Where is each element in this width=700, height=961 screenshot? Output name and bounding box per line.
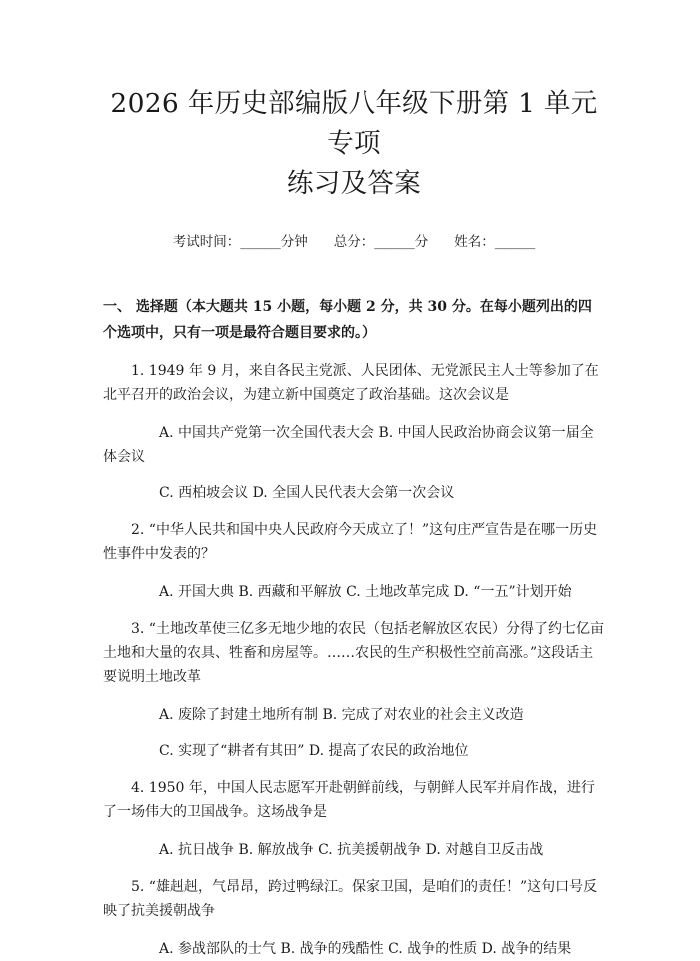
- exam-score: 总分：______分: [333, 234, 429, 250]
- document-title: [103, 84, 605, 204]
- question-5: 5. “雄赳赳，气昂昂，跨过鸭绿江。保家卫国，是咱们的责任！”这句口号反映了抗美援朝战争: [103, 879, 598, 919]
- exam-name: 姓名：______: [454, 234, 536, 250]
- question-1-options-c-d: C. 西柏坡会议 D. 全国人民代表大会第一次会议: [159, 485, 455, 501]
- question-3: 3. “土地改革使三亿多无地少地的农民（包括老解放区农民）分得了约七亿亩土地和大量的农具、牲畜和房屋等。……农民的生产积极性空前高涨。”这段话主要说明土地改革: [103, 621, 604, 685]
- question-5-options: A. 参战部队的士气 B. 战争的残酷性 C. 战争的性质 D. 战争的结果: [159, 941, 572, 957]
- question-4-options: A. 抗日战争 B. 解放战争 C. 抗美援朝战争 D. 对越自卫反击战: [159, 842, 544, 858]
- question-3-options-a-b: A. 废除了封建土地所有制 B. 完成了对农业的社会主义改造: [159, 707, 524, 723]
- question-3-options-c-d: C. 实现了“耕者有其田” D. 提高了农民的政治地位: [159, 743, 469, 759]
- question-4: 4. 1950 年，中国人民志愿军开赴朝鲜前线，与朝鲜人民军并肩作战，进行了一场伟大的卫国战争。这场战争是: [103, 780, 595, 820]
- exam-time: 考试时间：______分钟: [172, 234, 308, 250]
- question-2: 2. “中华人民共和国中央人民政府今天成立了！”这句庄严宣告是在哪一历史性事件中发表的？: [103, 522, 598, 562]
- question-1-options-a-b: A. 中国共产党第一次全国代表大会 B. 中国人民政治协商会议第一届全体会议: [103, 425, 594, 465]
- question-1: 1. 1949 年 9 月，来自各民主党派、人民团体、无党派民主人士等参加了在北平召开的政治会议，为建立新中国奠定了政治基础。这次会议是: [103, 363, 599, 403]
- title-line-1: 2026 年历史部编版八年级下册第 1 单元专项: [110, 88, 598, 159]
- question-2-options: A. 开国大典 B. 西藏和平解放 C. 土地改革完成 D. “一五”计划开始: [159, 584, 572, 600]
- section-header: 一、 选择题（本大题共 15 小题，每小题 2 分，共 30 分。在每小题列出的四个选项中，只有一项是最符合题目要求的。）: [103, 299, 592, 341]
- exam-info: [103, 230, 605, 250]
- title-line-2: 练习及答案: [287, 168, 421, 199]
